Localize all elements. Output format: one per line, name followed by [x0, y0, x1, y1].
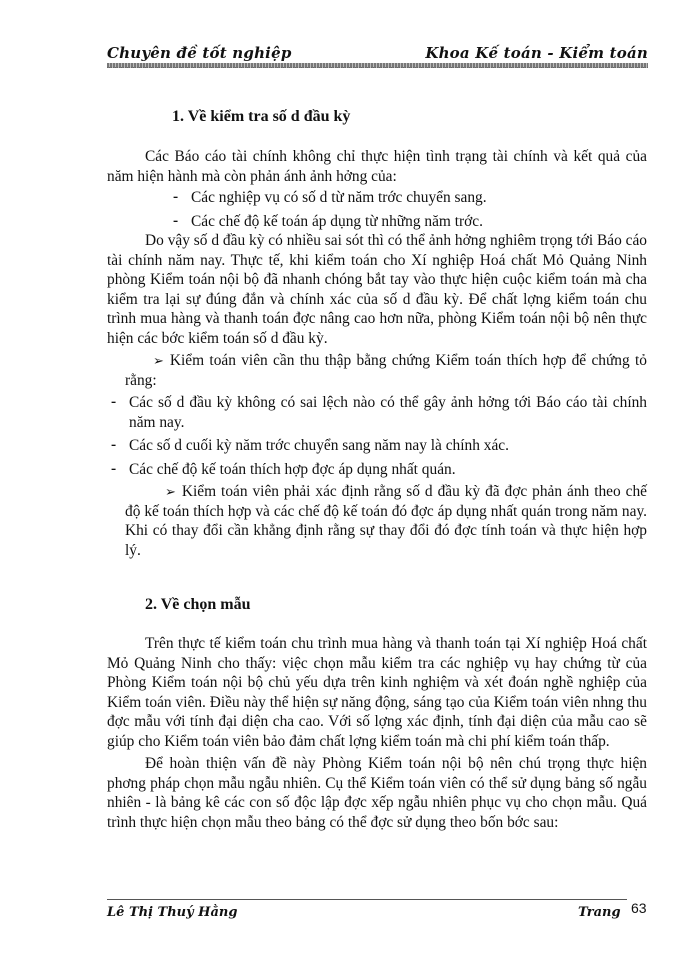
list-item: - Các số d đầu kỳ không có sai lệch nào có thể gây ảnh hởng tới Báo cáo tài chính năm nay.: [107, 393, 647, 432]
list-item: - Các số d cuối kỳ năm trớc chuyển sang năm nay là chính xác.: [107, 436, 647, 456]
section-1-body: [107, 147, 647, 560]
arrow-bullet-icon: ➢: [153, 353, 164, 368]
footer-author: Lê Thị Thuý Hằng: [107, 905, 238, 920]
page-number: 63: [631, 900, 647, 916]
header-left: Chuyên đề tốt nghiệp: [107, 44, 292, 62]
section-1-title: 1. Về kiểm tra số d đầu kỳ: [172, 108, 351, 125]
header-right: Khoa Kế toán - Kiểm toán: [425, 44, 648, 62]
section-2-body: [107, 634, 647, 832]
section-2-paragraph-1: Trên thực tế kiểm toán chu trình mua hàng và thanh toán tại Xí nghiệp Hoá chất Mỏ Quảng Ninh cho thấy: việc chọn mẫu kiểm tra các nghiệp vụ hay chứng từ của Phòng Kiểm toán nội bộ chủ yếu dựa trên kinh nghiệm và xét đoán nghề nghiệp của Kiểm toán viên. Điều này thể hiện sự năng động, sáng tạo của Kiểm toán viên nhng thu đợc mẫu với tính đại diện cha cao. Với số lợng xác định, tính đại diện của mẫu cao sẽ giúp cho Kiểm toán viên bảo đảm chất lợng kiểm toán mà chi phí kiểm toán thấp.: [107, 635, 647, 750]
header-divider: [107, 63, 648, 68]
section-2-paragraph-2: Để hoàn thiện vấn đề này Phòng Kiểm toán nội bộ nên chú trọng thực hiện phơng pháp chọn mẫu ngẫu nhiên. Cụ thể Kiểm toán viên có thể sử dụng bảng số ngẫu nhiên - là bảng kê các con số độc lập đợc xếp ngẫu nhiên phục vụ cho chọn mẫu. Quá trình thực hiện chọn mẫu theo bảng có thể đợc sử dụng theo bốn bớc sau:: [107, 755, 647, 831]
arrow-point-2-text: Kiểm toán viên phải xác định rằng số d đầu kỳ đã đợc phản ánh theo chế độ kế toán thích hợp và các chế độ kế toán đó đợc áp dụng nhất quán trong năm nay. Khi có thay đổi cần khẳng định rằng sự thay đổi đó đợc tính toán và thực hiện hợp lý.: [125, 483, 647, 559]
arrow-bullet-icon: ➢: [165, 484, 176, 499]
list-item: - Các nghiệp vụ có số d từ năm trớc chuyển sang.: [169, 188, 647, 208]
list-item: - Các chế độ kế toán thích hợp đợc áp dụng nhất quán.: [107, 460, 647, 480]
section-1-paragraph-1: Các Báo cáo tài chính không chỉ thực hiện tình trạng tài chính và kết quả của năm hiện hành mà còn phản ánh ảnh hởng của:: [107, 148, 647, 185]
footer-divider: [107, 899, 627, 900]
arrow-point-1: [107, 351, 647, 390]
arrow-point-1-text: Kiểm toán viên cần thu thập bằng chứng Kiểm toán thích hợp để chứng tỏ rằng:: [125, 352, 647, 389]
section-1-paragraph-2: Do vậy số d đầu kỳ có nhiều sai sót thì có thể ảnh hởng nghiêm trọng tới Báo cáo tài chính năm nay. Thực tế, khi kiểm toán cho Xí nghiệp Hoá chất Mỏ Quảng Ninh phòng Kiểm toán nội bộ đã nhanh chóng bắt tay vào thực hiện cuộc kiểm toán mà cha kiểm tra lại sự đúng đắn và chính xác của số d đầu kỳ. Để chất lợng kiểm toán chu trình mua hàng và thanh toán đợc nâng cao hơn nữa, phòng Kiểm toán nội bộ nên thực hiện các bớc kiểm toán số d đầu kỳ.: [107, 232, 647, 347]
arrow-point-2: [107, 482, 647, 560]
list-item: - Các chế độ kế toán áp dụng từ những năm trớc.: [169, 212, 647, 232]
section-2-title: 2. Về chọn mẫu: [145, 596, 251, 613]
footer-page-label: Trang: [578, 905, 621, 920]
